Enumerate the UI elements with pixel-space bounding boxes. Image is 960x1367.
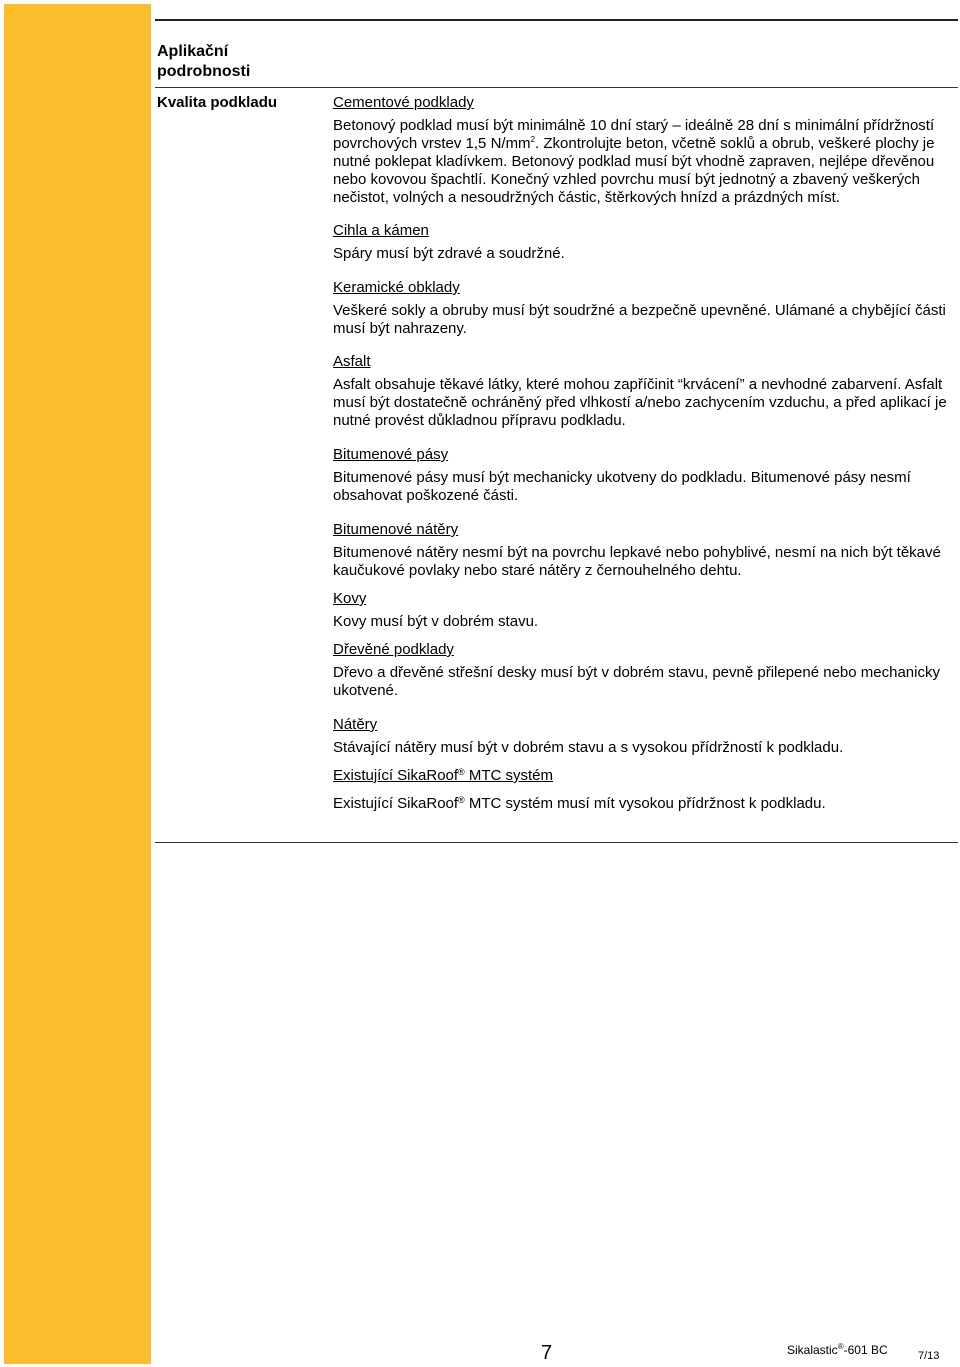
text-bitumen-coatings: Bitumenové nátěry nesmí být na povrchu lepkavé nebo pohyblivé, nesmí na nich být těkavé kaučukové povlaky nebo staré nátěry z černouhelného dehtu.: [333, 544, 941, 579]
heading-asphalt: Asfalt: [333, 353, 371, 370]
heading-wood: Dřevěné podklady: [333, 641, 454, 658]
text-sikaroof-part2: MTC systém musí mít vysokou přídržnost k podkladu.: [464, 795, 826, 812]
heading-sikaroof: [333, 767, 953, 785]
heading-ceramic: Keramické obklady: [333, 279, 460, 296]
heading-coatings: Nátěry: [333, 716, 378, 733]
product-registered: ®: [837, 1342, 844, 1351]
row-label: Kvalita podkladu: [157, 94, 278, 111]
content-column: [333, 94, 953, 813]
heading-bitumen-coatings: Bitumenové nátěry: [333, 521, 459, 538]
bottom-rule: [155, 842, 958, 843]
product-name: [787, 1343, 888, 1357]
text-cement-part2: . Zkontrolujte beton, včetně soklů a obrub, veškeré plochy je nutné poklepat kladívkem. Betonový podklad musí být vhodně zapraven, nejlépe dřevěnou nebo kovovou špachtlí. Konečný vzhled povrchu musí být jednotný a zbavený veškerých nečistot, volných a nesoudržných částic, štěrkových hnízd a prázdných míst.: [333, 135, 935, 206]
section-title: [157, 42, 327, 82]
top-rule: [155, 19, 958, 21]
product-name-part2: -601 BC: [843, 1343, 888, 1357]
header-rule: [155, 87, 958, 88]
text-cement-part1: Betonový podklad musí být minimálně 10 dní starý – ideálně 28 dní s minimální přídržností povrchových vrstev 1,5 N/mm: [333, 117, 935, 152]
section-title-line2: podrobnosti: [157, 63, 251, 80]
section-title-line1: Aplikační: [157, 43, 229, 60]
text-wood: Dřevo a dřevěné střešní desky musí být v dobrém stavu, pevně přilepené nebo mechanicky ukotvené.: [333, 664, 940, 699]
text-cement-exponent: 2: [530, 135, 536, 144]
page-of-total: 7/13: [918, 1350, 940, 1362]
text-coatings: Stávající nátěry musí být v dobrém stavu a s vysokou přídržností k podkladu.: [333, 739, 844, 756]
text-sikaroof-registered: ®: [458, 795, 465, 805]
sidebar-color-band: [4, 4, 151, 1364]
text-ceramic: Veškeré sokly a obruby musí být soudržné a bezpečně upevněné. Ulámané a chybějící části musí být nahrazeny.: [333, 302, 946, 337]
text-brick: Spáry musí být zdravé a soudržné.: [333, 245, 565, 262]
heading-sikaroof-registered: ®: [458, 767, 465, 777]
heading-sikaroof-part2: MTC systém: [464, 767, 554, 784]
text-sikaroof-part1: Existující SikaRoof: [333, 795, 459, 812]
heading-cement: Cementové podklady: [333, 94, 474, 111]
text-cement: [333, 117, 953, 207]
text-sikaroof: [333, 795, 953, 813]
text-metals: Kovy musí být v dobrém stavu.: [333, 613, 539, 630]
heading-brick: Cihla a kámen: [333, 222, 429, 239]
heading-bitumen-sheets: Bitumenové pásy: [333, 446, 449, 463]
heading-metals: Kovy: [333, 590, 367, 607]
product-name-part1: Sikalastic: [787, 1343, 838, 1357]
page-number: 7: [541, 1342, 553, 1364]
text-asphalt: Asfalt obsahuje těkavé látky, které mohou zapříčinit “krvácení” a nevhodné zabarvení. Asfalt musí být dostatečně ochráněný před vlhkostí a/nebo zachycením vzduchu, a před aplikací je nutné provést důkladnou přípravu podkladu.: [333, 376, 947, 429]
text-bitumen-sheets: Bitumenové pásy musí být mechanicky ukotveny do podkladu. Bitumenové pásy nesmí obsahovat poškozené části.: [333, 469, 911, 504]
heading-sikaroof-part1: Existující SikaRoof: [333, 767, 459, 784]
